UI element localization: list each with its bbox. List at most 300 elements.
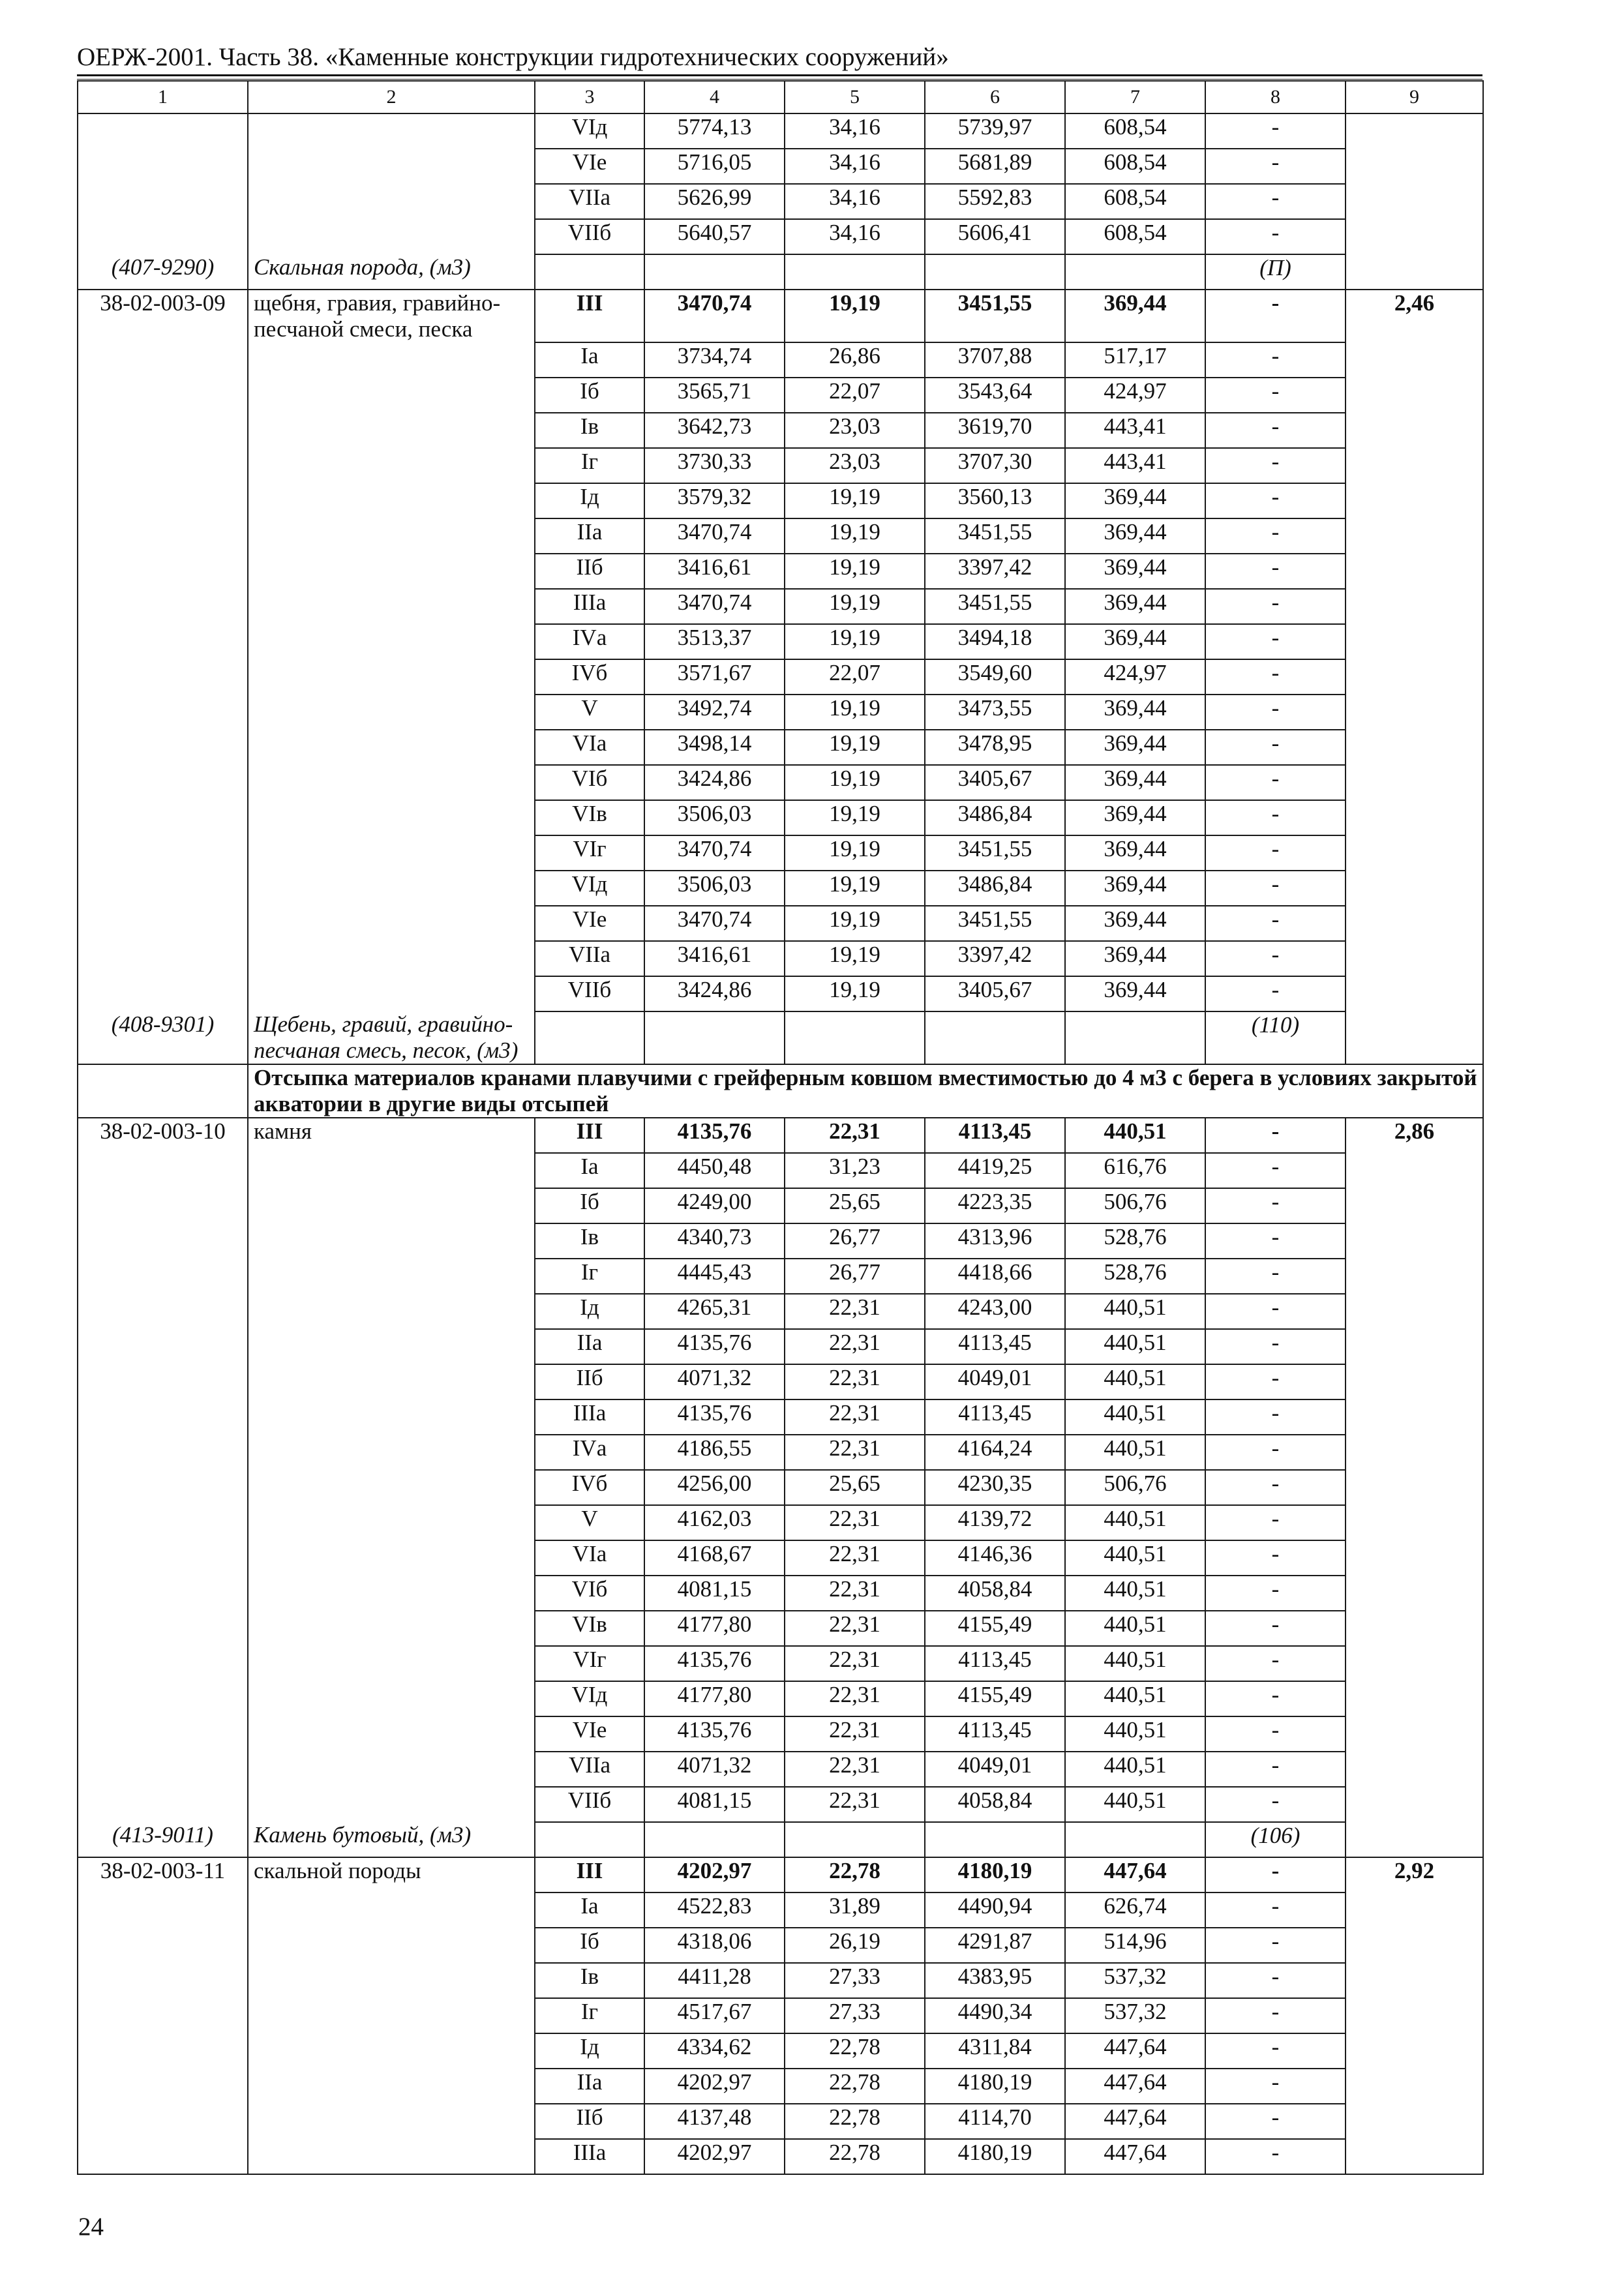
table-cell: 19,19	[785, 483, 925, 518]
table-cell: 22,31	[785, 1329, 925, 1364]
empty-cell	[78, 518, 248, 554]
table-cell: 608,54	[1065, 219, 1205, 254]
table-cell: -	[1205, 1646, 1346, 1681]
empty-cell	[1065, 254, 1205, 290]
table-cell: 34,16	[785, 113, 925, 149]
empty-cell	[248, 835, 535, 871]
empty-cell	[1346, 589, 1483, 624]
table-cell: -	[1205, 976, 1346, 1011]
resource-row	[78, 254, 1483, 290]
table-cell: 4164,24	[925, 1435, 1065, 1470]
table-cell: 22,31	[785, 1681, 925, 1716]
empty-cell	[78, 413, 248, 448]
empty-cell	[78, 906, 248, 941]
table-cell: -	[1205, 554, 1346, 589]
empty-cell	[78, 1998, 248, 2033]
table-cell: VIIб	[535, 976, 644, 1011]
section-heading: Отсыпка материалов кранами плавучими с грейферным ковшом вместимостью до 4 м3 с берега в условиях закрытой акватории в другие виды отсыпей	[248, 1064, 1483, 1118]
empty-cell	[1346, 2139, 1483, 2174]
empty-cell	[1346, 1329, 1483, 1364]
table-cell: VIа	[535, 730, 644, 765]
table-cell: -	[1205, 113, 1346, 149]
table-row	[78, 518, 1483, 554]
table-cell: Iа	[535, 342, 644, 378]
table-cell: 5626,99	[644, 184, 785, 219]
empty-cell	[1346, 1998, 1483, 2033]
table-cell: -	[1205, 483, 1346, 518]
empty-cell	[248, 483, 535, 518]
item-coefficient: 2,86	[1346, 1118, 1483, 1153]
table-cell: 22,31	[785, 1611, 925, 1646]
table-row	[78, 1540, 1483, 1576]
table-cell: 3451,55	[925, 906, 1065, 941]
empty-cell	[248, 695, 535, 730]
table-cell: IIIа	[535, 2139, 644, 2174]
empty-cell	[78, 2104, 248, 2139]
resource-row	[78, 1822, 1483, 1857]
table-row	[78, 554, 1483, 589]
table-row	[78, 1364, 1483, 1399]
table-cell: VIв	[535, 800, 644, 835]
table-cell: 3513,37	[644, 624, 785, 659]
empty-cell	[248, 1681, 535, 1716]
table-cell: 4155,49	[925, 1611, 1065, 1646]
table-cell: 447,64	[1065, 2069, 1205, 2104]
column-number: 1	[78, 81, 248, 113]
table-cell: 4177,80	[644, 1611, 785, 1646]
empty-cell	[78, 1646, 248, 1681]
column-number: 4	[644, 81, 785, 113]
table-cell: -	[1205, 184, 1346, 219]
column-number: 5	[785, 81, 925, 113]
table-cell: 26,77	[785, 1223, 925, 1259]
empty-cell	[248, 1364, 535, 1399]
empty-cell	[78, 1435, 248, 1470]
item-code: 38-02-003-09	[78, 290, 248, 342]
table-cell: -	[1205, 1399, 1346, 1435]
table-cell: -	[1205, 1435, 1346, 1470]
empty-cell	[248, 184, 535, 219]
rates-table	[77, 80, 1484, 2175]
empty-cell	[78, 1064, 248, 1118]
empty-cell	[78, 1716, 248, 1752]
table-cell: 3642,73	[644, 413, 785, 448]
table-row	[78, 1329, 1483, 1364]
table-cell: Iв	[535, 1223, 644, 1259]
table-cell: 369,44	[1065, 800, 1205, 835]
empty-cell	[78, 378, 248, 413]
empty-cell	[1346, 554, 1483, 589]
empty-cell	[925, 1822, 1065, 1857]
empty-cell	[248, 1716, 535, 1752]
empty-cell	[78, 1787, 248, 1822]
empty-cell	[1346, 448, 1483, 483]
empty-cell	[248, 1329, 535, 1364]
empty-cell	[1346, 1259, 1483, 1294]
table-cell: III	[535, 1857, 644, 1893]
table-row	[78, 1505, 1483, 1540]
table-cell: Iб	[535, 1188, 644, 1223]
table-cell: VIд	[535, 871, 644, 906]
empty-cell	[1346, 1928, 1483, 1963]
table-cell: 5716,05	[644, 149, 785, 184]
table-cell: 424,97	[1065, 659, 1205, 695]
table-cell: 4113,45	[925, 1646, 1065, 1681]
empty-cell	[78, 1399, 248, 1435]
table-cell: 369,44	[1065, 554, 1205, 589]
empty-cell	[78, 448, 248, 483]
table-cell: 4230,35	[925, 1470, 1065, 1505]
table-row	[78, 1963, 1483, 1998]
table-cell: IVб	[535, 659, 644, 695]
item-code: 38-02-003-11	[78, 1857, 248, 1893]
table-cell: 19,19	[785, 871, 925, 906]
empty-cell	[1346, 149, 1483, 184]
table-cell: 4155,49	[925, 1681, 1065, 1716]
table-cell: 3470,74	[644, 589, 785, 624]
table-cell: 3470,74	[644, 290, 785, 342]
table-cell: -	[1205, 1153, 1346, 1188]
table-cell: 626,74	[1065, 1893, 1205, 1928]
empty-cell	[1346, 765, 1483, 800]
table-cell: Iг	[535, 1259, 644, 1294]
empty-cell	[248, 554, 535, 589]
table-cell: 369,44	[1065, 518, 1205, 554]
empty-cell	[248, 1188, 535, 1223]
table-cell: IIб	[535, 554, 644, 589]
table-cell: -	[1205, 906, 1346, 941]
empty-cell	[78, 1893, 248, 1928]
header-rule	[77, 74, 1482, 80]
table-cell: 4049,01	[925, 1364, 1065, 1399]
table-cell: 4256,00	[644, 1470, 785, 1505]
table-cell: IIа	[535, 518, 644, 554]
empty-cell	[248, 1294, 535, 1329]
empty-cell	[248, 2069, 535, 2104]
section-row	[78, 1064, 1483, 1118]
table-cell: 3506,03	[644, 800, 785, 835]
empty-cell	[1065, 1011, 1205, 1064]
table-cell: 19,19	[785, 800, 925, 835]
resource-name: Камень бутовый, (м3)	[248, 1822, 535, 1857]
table-cell: -	[1205, 518, 1346, 554]
table-cell: VIд	[535, 113, 644, 149]
table-cell: 440,51	[1065, 1540, 1205, 1576]
table-row	[78, 765, 1483, 800]
table-cell: 608,54	[1065, 184, 1205, 219]
empty-cell	[248, 2033, 535, 2069]
table-row	[78, 1259, 1483, 1294]
empty-cell	[78, 2139, 248, 2174]
table-cell: VIг	[535, 1646, 644, 1681]
table-cell: 4058,84	[925, 1787, 1065, 1822]
table-cell: 3486,84	[925, 800, 1065, 835]
table-cell: 31,23	[785, 1153, 925, 1188]
table-cell: Iа	[535, 1893, 644, 1928]
table-cell: -	[1205, 2069, 1346, 2104]
column-number: 9	[1346, 81, 1483, 113]
table-cell: Iб	[535, 1928, 644, 1963]
empty-cell	[78, 1364, 248, 1399]
empty-cell	[1346, 483, 1483, 518]
table-cell: 4490,34	[925, 1998, 1065, 2033]
table-cell: 4113,45	[925, 1716, 1065, 1752]
column-number: 2	[248, 81, 535, 113]
empty-cell	[248, 219, 535, 254]
table-cell: 4418,66	[925, 1259, 1065, 1294]
table-row	[78, 1188, 1483, 1223]
table-row	[78, 184, 1483, 219]
table-row	[78, 448, 1483, 483]
table-cell: 19,19	[785, 765, 925, 800]
table-cell: 440,51	[1065, 1646, 1205, 1681]
table-cell: 4186,55	[644, 1435, 785, 1470]
empty-cell	[78, 695, 248, 730]
table-cell: 3451,55	[925, 589, 1065, 624]
empty-cell	[248, 1928, 535, 1963]
table-cell: -	[1205, 1998, 1346, 2033]
table-cell: 4517,67	[644, 1998, 785, 2033]
table-cell: 4135,76	[644, 1399, 785, 1435]
table-cell: 19,19	[785, 589, 925, 624]
empty-cell	[248, 378, 535, 413]
empty-cell	[248, 1435, 535, 1470]
table-cell: 4081,15	[644, 1787, 785, 1822]
table-row	[78, 1716, 1483, 1752]
table-cell: 4146,36	[925, 1540, 1065, 1576]
table-cell: -	[1205, 624, 1346, 659]
empty-cell	[248, 800, 535, 835]
table-cell: -	[1205, 1857, 1346, 1893]
table-cell: 4071,32	[644, 1364, 785, 1399]
table-cell: 3416,61	[644, 941, 785, 976]
table-cell: 369,44	[1065, 976, 1205, 1011]
table-cell: 4113,45	[925, 1329, 1065, 1364]
empty-cell	[248, 871, 535, 906]
table-cell: 4180,19	[925, 1857, 1065, 1893]
table-row	[78, 113, 1483, 149]
empty-cell	[785, 254, 925, 290]
table-row	[78, 1681, 1483, 1716]
resource-quantity: (106)	[1205, 1822, 1346, 1857]
empty-cell	[1346, 254, 1483, 290]
table-cell: 514,96	[1065, 1928, 1205, 1963]
table-cell: 369,44	[1065, 589, 1205, 624]
empty-cell	[1346, 1576, 1483, 1611]
table-cell: 22,31	[785, 1752, 925, 1787]
table-cell: 440,51	[1065, 1576, 1205, 1611]
table-cell: VIIа	[535, 184, 644, 219]
table-cell: -	[1205, 149, 1346, 184]
empty-cell	[1346, 184, 1483, 219]
table-cell: IIIа	[535, 1399, 644, 1435]
empty-cell	[78, 1329, 248, 1364]
table-row	[78, 413, 1483, 448]
table-cell: 4058,84	[925, 1576, 1065, 1611]
table-cell: 22,31	[785, 1399, 925, 1435]
empty-cell	[1346, 518, 1483, 554]
table-cell: 5606,41	[925, 219, 1065, 254]
table-cell: 4265,31	[644, 1294, 785, 1329]
table-row	[78, 1857, 1483, 1893]
table-cell: 4135,76	[644, 1646, 785, 1681]
empty-cell	[1346, 1364, 1483, 1399]
table-cell: IIа	[535, 1329, 644, 1364]
table-cell: 4114,70	[925, 2104, 1065, 2139]
table-cell: 608,54	[1065, 149, 1205, 184]
table-cell: -	[1205, 2033, 1346, 2069]
table-cell: -	[1205, 695, 1346, 730]
empty-cell	[78, 800, 248, 835]
table-cell: IIб	[535, 1364, 644, 1399]
table-cell: 3470,74	[644, 906, 785, 941]
table-cell: 4243,00	[925, 1294, 1065, 1329]
table-cell: -	[1205, 413, 1346, 448]
empty-cell	[1346, 1716, 1483, 1752]
empty-cell	[248, 2104, 535, 2139]
table-cell: IIIа	[535, 589, 644, 624]
table-cell: 23,03	[785, 413, 925, 448]
empty-cell	[248, 1787, 535, 1822]
empty-cell	[1346, 1505, 1483, 1540]
table-cell: 19,19	[785, 941, 925, 976]
table-cell: VIIб	[535, 1787, 644, 1822]
table-cell: 25,65	[785, 1188, 925, 1223]
empty-cell	[1346, 800, 1483, 835]
table-cell: 4162,03	[644, 1505, 785, 1540]
table-cell: 22,07	[785, 378, 925, 413]
table-cell: Iв	[535, 1963, 644, 1998]
empty-cell	[248, 1752, 535, 1787]
table-row	[78, 1998, 1483, 2033]
table-cell: 4135,76	[644, 1118, 785, 1153]
table-cell: VIе	[535, 149, 644, 184]
table-cell: 3473,55	[925, 695, 1065, 730]
empty-cell	[78, 976, 248, 1011]
table-cell: 443,41	[1065, 413, 1205, 448]
empty-cell	[78, 1681, 248, 1716]
table-cell: 22,31	[785, 1364, 925, 1399]
table-cell: -	[1205, 800, 1346, 835]
table-cell: 369,44	[1065, 906, 1205, 941]
table-cell: Iд	[535, 1294, 644, 1329]
table-cell: -	[1205, 1611, 1346, 1646]
table-cell: -	[1205, 871, 1346, 906]
empty-cell	[1346, 906, 1483, 941]
empty-cell	[1346, 1153, 1483, 1188]
resource-code: (413-9011)	[78, 1822, 248, 1857]
table-cell: -	[1205, 448, 1346, 483]
table-row	[78, 871, 1483, 906]
empty-cell	[1346, 219, 1483, 254]
empty-cell	[248, 1646, 535, 1681]
resource-quantity: (110)	[1205, 1011, 1346, 1064]
table-cell: 3424,86	[644, 976, 785, 1011]
empty-cell	[78, 113, 248, 149]
table-row	[78, 2104, 1483, 2139]
table-cell: V	[535, 695, 644, 730]
empty-cell	[535, 1011, 644, 1064]
empty-cell	[1346, 1822, 1483, 1857]
table-cell: 3565,71	[644, 378, 785, 413]
empty-cell	[78, 1505, 248, 1540]
table-cell: 4313,96	[925, 1223, 1065, 1259]
table-row	[78, 589, 1483, 624]
table-cell: -	[1205, 1188, 1346, 1223]
resource-quantity: (П)	[1205, 254, 1346, 290]
table-cell: 19,19	[785, 835, 925, 871]
table-cell: 22,78	[785, 2033, 925, 2069]
empty-cell	[248, 149, 535, 184]
empty-cell	[248, 976, 535, 1011]
table-cell: 537,32	[1065, 1998, 1205, 2033]
table-cell: -	[1205, 1259, 1346, 1294]
empty-cell	[1346, 113, 1483, 149]
empty-cell	[248, 730, 535, 765]
empty-cell	[78, 1928, 248, 1963]
table-cell: VIе	[535, 1716, 644, 1752]
empty-cell	[248, 1399, 535, 1435]
table-cell: 22,78	[785, 1857, 925, 1893]
table-cell: -	[1205, 1787, 1346, 1822]
table-cell: 3498,14	[644, 730, 785, 765]
table-cell: 4202,97	[644, 2069, 785, 2104]
table-cell: 19,19	[785, 290, 925, 342]
table-cell: 3734,74	[644, 342, 785, 378]
table-cell: VIIб	[535, 219, 644, 254]
table-cell: 31,89	[785, 1893, 925, 1928]
table-row	[78, 1928, 1483, 1963]
empty-cell	[78, 765, 248, 800]
empty-cell	[1346, 1294, 1483, 1329]
empty-cell	[535, 254, 644, 290]
table-row	[78, 2139, 1483, 2174]
table-cell: 4311,84	[925, 2033, 1065, 2069]
table-cell: 3549,60	[925, 659, 1065, 695]
table-cell: 369,44	[1065, 941, 1205, 976]
table-row	[78, 1118, 1483, 1153]
empty-cell	[1346, 1470, 1483, 1505]
table-cell: 19,19	[785, 976, 925, 1011]
table-cell: 3470,74	[644, 835, 785, 871]
table-row	[78, 906, 1483, 941]
table-cell: VIг	[535, 835, 644, 871]
empty-cell	[248, 589, 535, 624]
table-row	[78, 1294, 1483, 1329]
table-cell: -	[1205, 1681, 1346, 1716]
empty-cell	[78, 1576, 248, 1611]
item-code: 38-02-003-10	[78, 1118, 248, 1153]
table-cell: 22,31	[785, 1646, 925, 1681]
empty-cell	[1346, 659, 1483, 695]
table-cell: 4223,35	[925, 1188, 1065, 1223]
table-cell: -	[1205, 730, 1346, 765]
empty-cell	[1065, 1822, 1205, 1857]
table-row	[78, 1435, 1483, 1470]
empty-cell	[785, 1822, 925, 1857]
empty-cell	[248, 1259, 535, 1294]
table-cell: -	[1205, 941, 1346, 976]
table-cell: -	[1205, 1752, 1346, 1787]
table-cell: IVа	[535, 624, 644, 659]
table-cell: Iв	[535, 413, 644, 448]
table-cell: 447,64	[1065, 2139, 1205, 2174]
empty-cell	[78, 871, 248, 906]
item-name: скальной породы	[248, 1857, 535, 1893]
table-cell: Iа	[535, 1153, 644, 1188]
empty-cell	[78, 554, 248, 589]
table-cell: 34,16	[785, 149, 925, 184]
